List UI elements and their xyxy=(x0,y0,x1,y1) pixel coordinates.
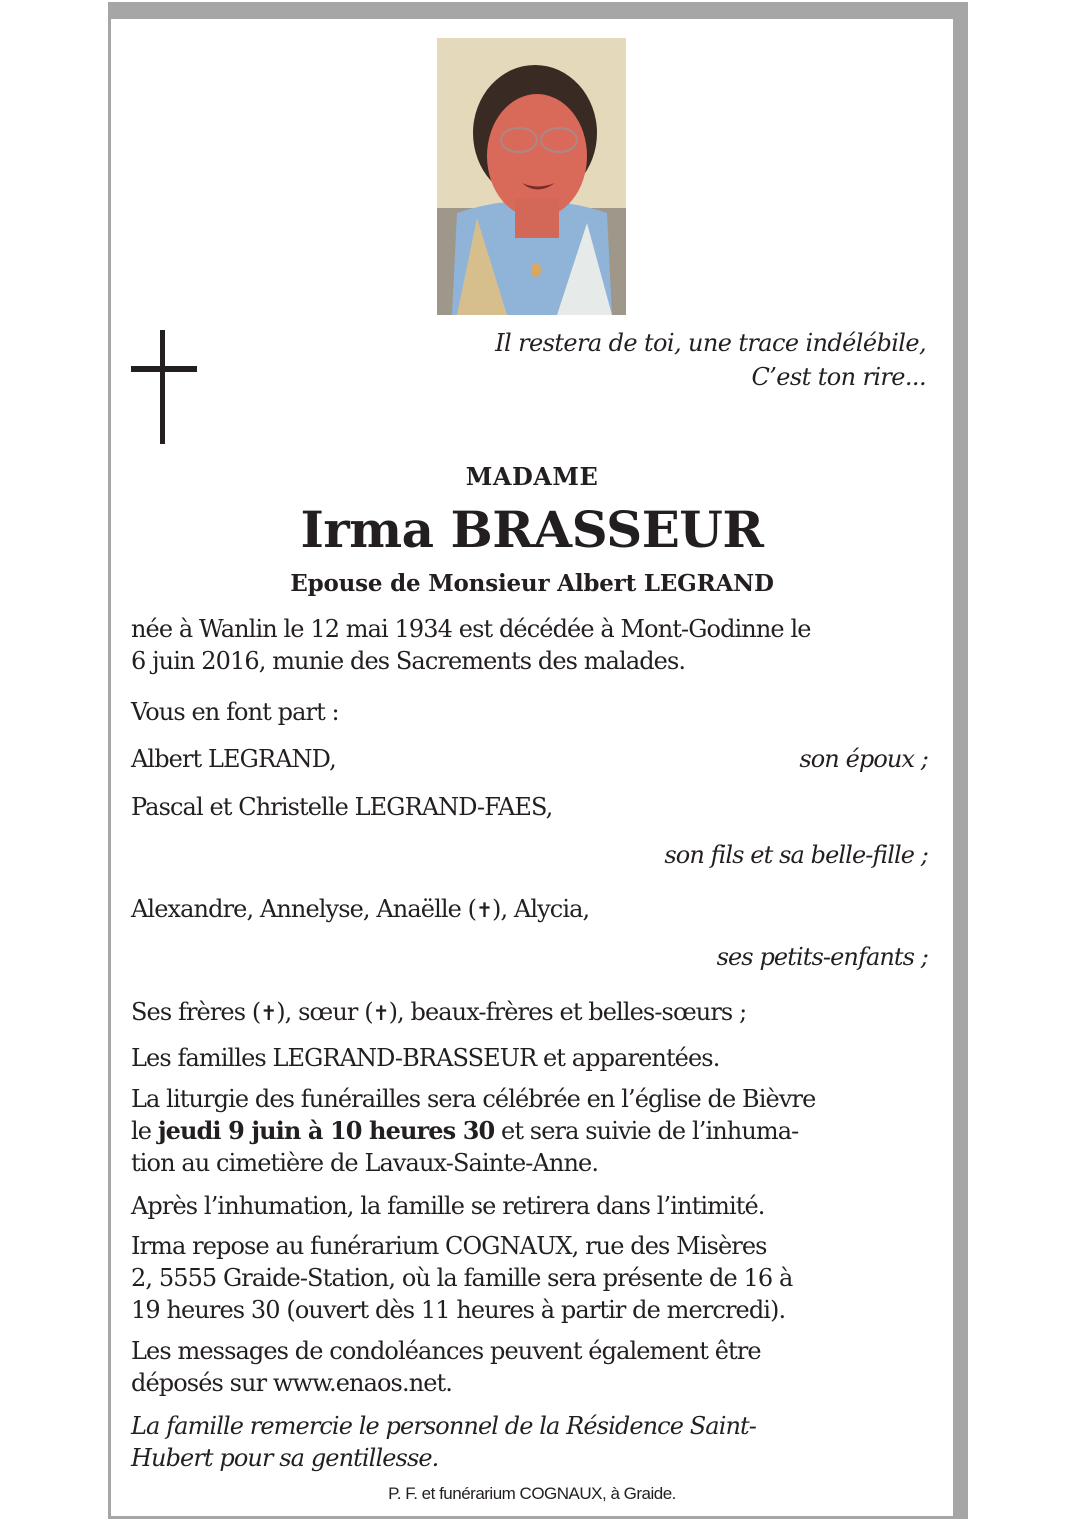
text-part: ), beaux-frères et belles-sœurs ; xyxy=(388,998,747,1026)
condolences-line-1: Les messages de condoléances peuvent également être xyxy=(131,1337,761,1365)
dagger-icon: ✝ xyxy=(260,1001,277,1025)
text-part: ), sœur ( xyxy=(276,998,373,1026)
visitation-details xyxy=(131,1230,931,1326)
text-part: et sera suivie de l’inhuma- xyxy=(494,1117,799,1145)
quote-line-1: Il restera de toi, une trace indélébile, xyxy=(495,329,926,357)
funeral-date-time: jeudi 9 juin à 10 heures 30 xyxy=(157,1116,495,1145)
portrait-photo xyxy=(437,38,626,315)
family-member-name xyxy=(131,893,928,926)
funeral-line-1: La liturgie des funérailles sera célébrée en l’église de Bièvre xyxy=(131,1085,816,1113)
visitation-line-1: Irma repose au funérarium COGNAUX, rue des Misères xyxy=(131,1232,767,1260)
condolences-text xyxy=(131,1335,931,1399)
visitation-line-2: 2, 5555 Graide-Station, où la famille sera présente de 16 à xyxy=(131,1264,793,1292)
text-part: le xyxy=(131,1117,158,1145)
frame-border-right xyxy=(953,2,968,1519)
family-member-name: Les familles LEGRAND-BRASSEUR et apparentées. xyxy=(131,1044,720,1072)
family-member-name: Pascal et Christelle LEGRAND-FAES, xyxy=(131,793,553,821)
funeral-line-2 xyxy=(131,1115,931,1147)
dagger-icon: ✝ xyxy=(372,1001,389,1025)
birth-death-line-2: 6 juin 2016, munie des Sacrements des malades. xyxy=(131,647,686,675)
family-member-name xyxy=(131,996,928,1029)
family-member-relation: ses petits-enfants ; xyxy=(716,943,928,971)
announcement-intro: Vous en font part : xyxy=(131,698,339,726)
frame-border-left xyxy=(108,2,111,1519)
family-member-relation: son fils et sa belle-fille ; xyxy=(664,841,928,869)
after-burial-text: Après l’inhumation, la famille se retirera dans l’intimité. xyxy=(131,1192,765,1220)
quote-line-2: C’est ton rire... xyxy=(751,363,926,391)
family-member-name: Albert LEGRAND, xyxy=(131,745,336,773)
text-part: Ses frères ( xyxy=(131,998,261,1026)
birth-death-text xyxy=(131,613,931,677)
condolences-line-2: déposés sur www.enaos.net. xyxy=(131,1369,453,1397)
thanks-text xyxy=(131,1410,931,1474)
frame-border-bottom xyxy=(108,1516,968,1519)
funeral-details xyxy=(131,1083,931,1179)
cross-icon xyxy=(131,330,197,445)
text-part: ), Alycia, xyxy=(491,895,590,923)
thanks-line-1: La famille remercie le personnel de la Résidence Saint- xyxy=(131,1412,756,1440)
epitaph-quote xyxy=(495,326,926,394)
family-member-relation: son époux ; xyxy=(799,745,928,773)
text-part: Alexandre, Annelyse, Anaëlle ( xyxy=(131,895,477,923)
dagger-icon: ✝ xyxy=(476,898,492,922)
funeral-line-3: tion au cimetière de Lavaux-Sainte-Anne. xyxy=(131,1149,599,1177)
spouse-line: Epouse de Monsieur Albert LEGRAND xyxy=(290,570,774,597)
funeral-home-footer: P. F. et funérarium COGNAUX, à Graide. xyxy=(388,1484,676,1503)
title-prefix: MADAME xyxy=(465,462,599,491)
visitation-line-3: 19 heures 30 (ouvert dès 11 heures à partir de mercredi). xyxy=(131,1296,786,1324)
deceased-name: Irma BRASSEUR xyxy=(300,500,764,559)
frame-border-top xyxy=(108,2,968,19)
birth-death-line-1: née à Wanlin le 12 mai 1934 est décédée à Mont-Godinne le xyxy=(131,615,811,643)
thanks-line-2: Hubert pour sa gentillesse. xyxy=(131,1444,439,1472)
